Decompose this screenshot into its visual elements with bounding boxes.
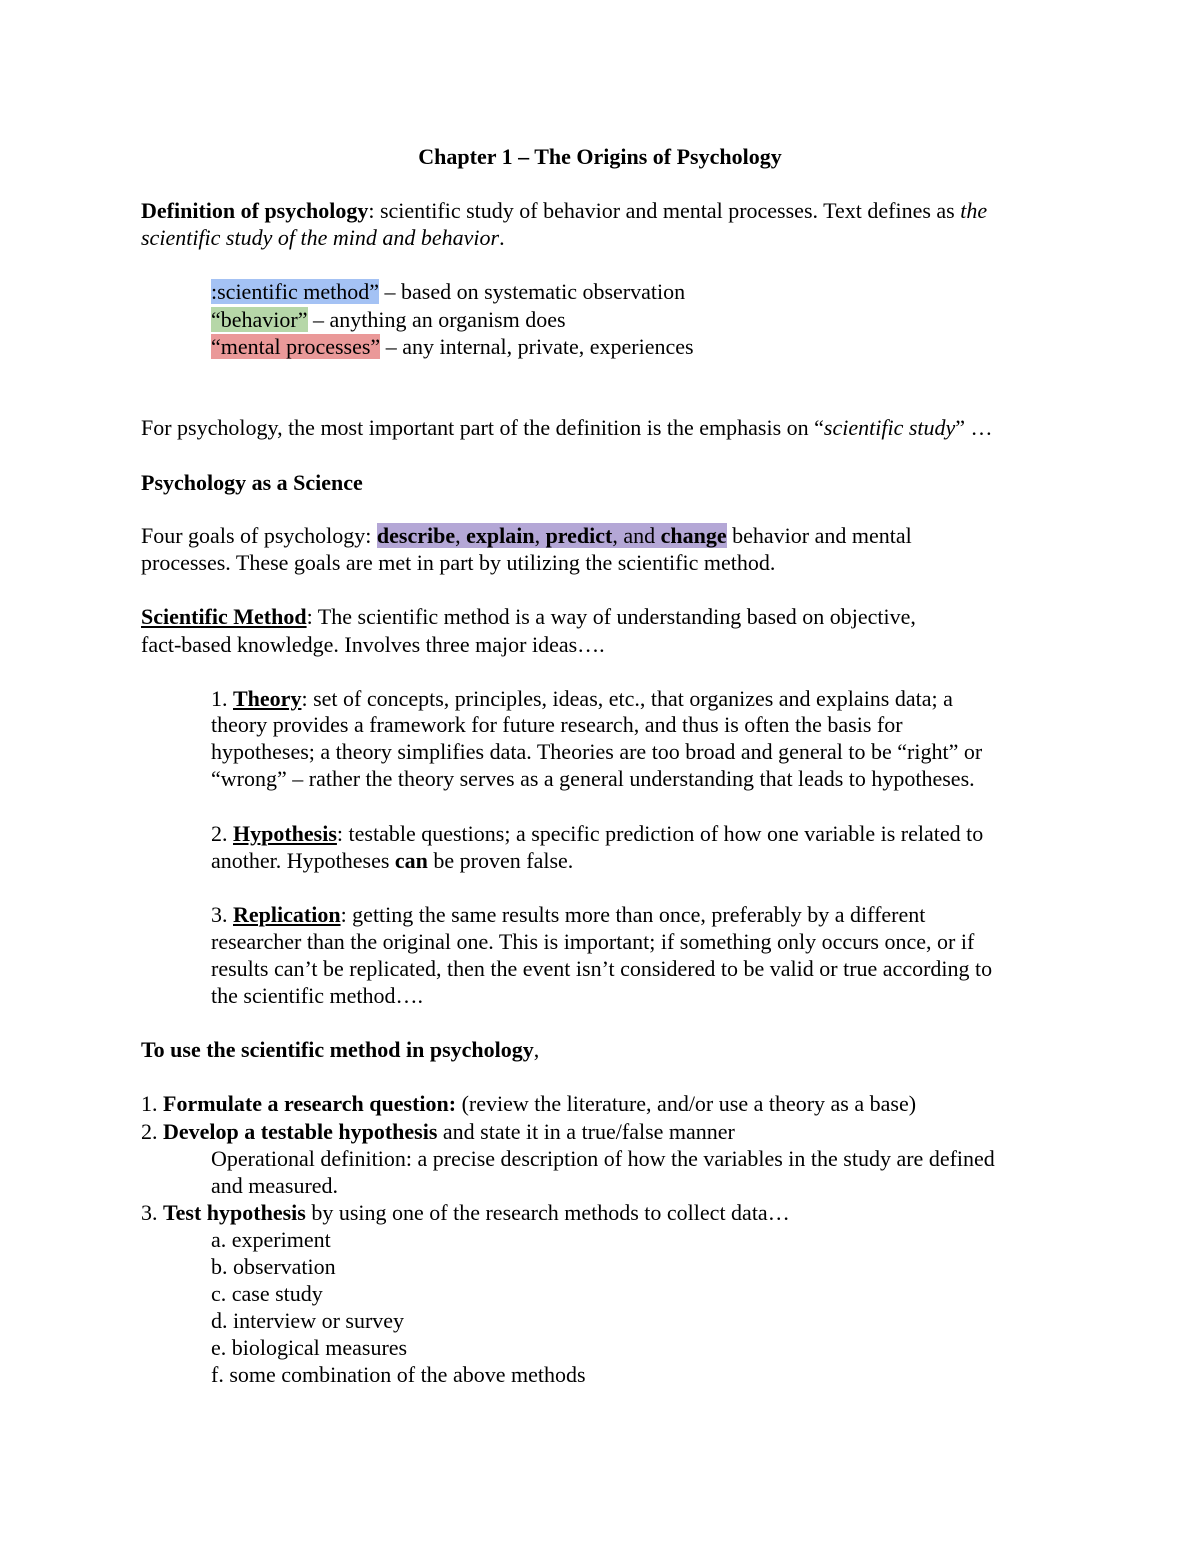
theory-term: Theory (233, 686, 302, 711)
method-item: c. case study (211, 1281, 323, 1306)
idea-theory-line-4: “wrong” – rather the theory serves as a general understanding that leads to hypotheses. (211, 766, 975, 791)
term-mental-processes: “mental processes” – any internal, private, experiences (211, 334, 694, 359)
method-item: b. observation (211, 1254, 336, 1279)
idea-theory-line-3: hypotheses; a theory simplifies data. Theories are too broad and general to be “right” or (211, 739, 983, 764)
operational-definition-line-2: and measured. (211, 1173, 339, 1198)
sci-method-line-2: fact-based knowledge. Involves three major ideas…. (141, 632, 605, 657)
idea-hypothesis-line-2: another. Hypotheses can be proven false. (211, 848, 574, 873)
idea-theory-line-1: 1. Theory: set of concepts, principles, ideas, etc., that organizes and explains data; a (211, 686, 953, 711)
step-2: 2. Develop a testable hypothesis and state it in a true/false manner (141, 1119, 735, 1144)
definition-term: Definition of psychology (141, 198, 369, 223)
idea-hypothesis-line-1: 2. Hypothesis: testable questions; a specific prediction of how one variable is related to (211, 821, 984, 846)
definition-line-2: scientific study of the mind and behavior. (141, 225, 505, 250)
idea-replication-line-4: the scientific method…. (211, 983, 423, 1008)
idea-replication-line-1: 3. Replication: getting the same results more than once, preferably by a different (211, 902, 926, 927)
method-item: d. interview or survey (211, 1308, 405, 1333)
goals-line-2: processes. These goals are met in part by utilizing the scientific method. (141, 550, 776, 575)
method-item: a. experiment (211, 1227, 331, 1252)
term-scientific-method: :scientific method” – based on systematic observation (211, 279, 686, 304)
highlight-green: “behavior” (211, 307, 308, 332)
section-heading-science: Psychology as a Science (141, 470, 363, 495)
highlight-purple: describe, explain, predict, and change (376, 523, 727, 548)
step-3: 3. Test hypothesis by using one of the research methods to collect data… (141, 1200, 790, 1225)
replication-term: Replication (233, 902, 341, 927)
term-behavior: “behavior” – anything an organism does (211, 307, 566, 332)
emphasis-paragraph: For psychology, the most important part of the definition is the emphasis on “scientific study” … (141, 415, 993, 440)
operational-definition-line-1: Operational definition: a precise description of how the variables in the study are defined (211, 1146, 995, 1171)
idea-theory-line-2: theory provides a framework for future research, and thus is often the basis for (211, 712, 903, 737)
goals-line-1: Four goals of psychology: describe, explain, predict, and change behavior and mental (141, 523, 912, 548)
definition-line-1: Definition of psychology: scientific study of behavior and mental processes. Text defines as the (141, 198, 988, 223)
idea-replication-line-3: results can’t be replicated, then the event isn’t considered to be valid or true according to (211, 956, 993, 981)
sci-method-term: Scientific Method (141, 604, 307, 629)
method-item: e. biological measures (211, 1335, 408, 1360)
method-item: f. some combination of the above methods (211, 1362, 586, 1387)
step-1: 1. Formulate a research question: (review the literature, and/or use a theory as a base) (141, 1091, 917, 1116)
sci-method-line-1: Scientific Method: The scientific method is a way of understanding based on objective, (141, 604, 916, 629)
highlight-blue: :scientific method” (211, 279, 379, 304)
highlight-red: “mental processes” (211, 334, 381, 359)
idea-replication-line-2: researcher than the original one. This is important; if something only occurs once, or if (211, 929, 975, 954)
page-title: Chapter 1 – The Origins of Psychology (418, 144, 782, 169)
hypothesis-term: Hypothesis (233, 821, 337, 846)
section-heading-use: To use the scientific method in psychology, (141, 1037, 540, 1062)
